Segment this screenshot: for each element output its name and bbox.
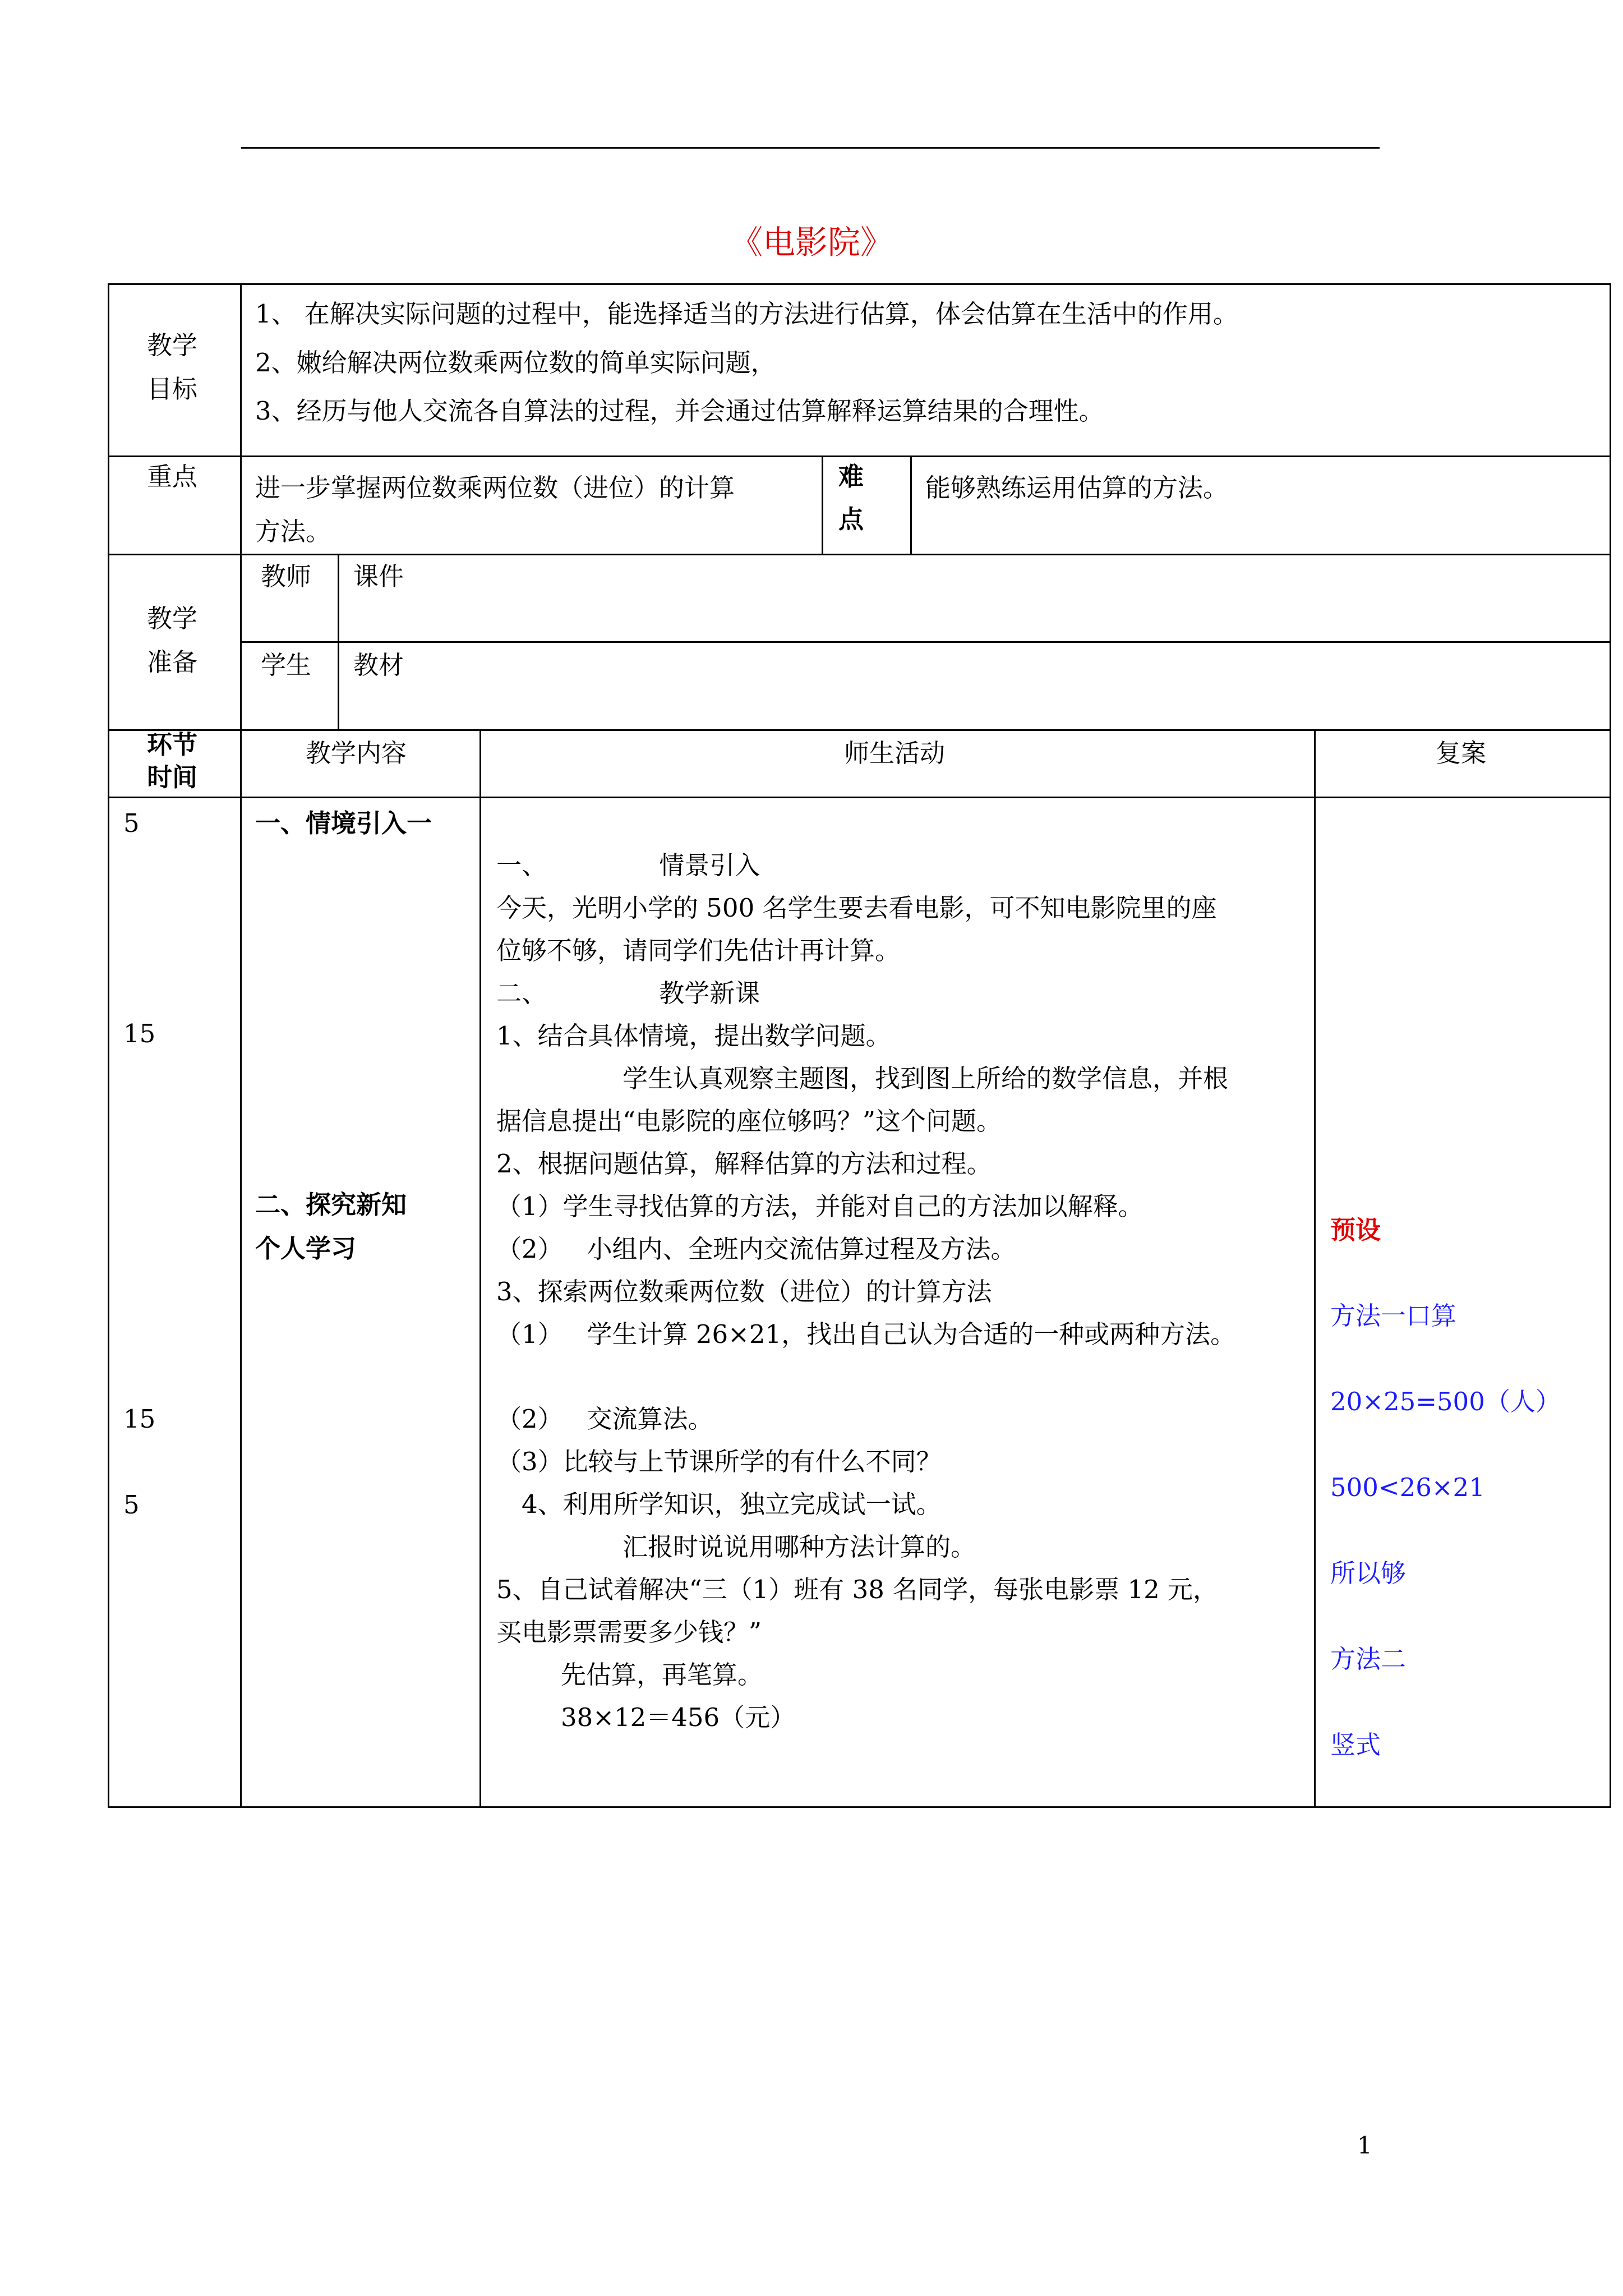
header-rule bbox=[241, 147, 1380, 149]
activity-line: 38×12＝456（元） bbox=[561, 1703, 796, 1732]
header-content: 教学内容 bbox=[306, 738, 407, 768]
col-divider bbox=[479, 729, 481, 1808]
activity-line: （2） 小组内、全班内交流估算过程及方法。 bbox=[496, 1234, 1016, 1264]
objective-item: 1、 在解决实际问题的过程中，能选择适当的方法进行估算，体会估算在生活中的作用。 bbox=[255, 299, 1238, 329]
row-divider bbox=[108, 554, 1611, 555]
activity-line: 位够不够，请同学们先估计再计算。 bbox=[496, 936, 901, 965]
objective-item: 2、嫩给解决两位数乘两位数的简单实际问题， bbox=[255, 348, 776, 378]
activity-line: （3）比较与上节课所学的有什么不同？ bbox=[496, 1447, 942, 1476]
header-review: 复案 bbox=[1436, 738, 1487, 768]
objectives-label: 目标 bbox=[147, 374, 198, 404]
key-text: 进一步掌握两位数乘两位数（进位）的计算 bbox=[255, 473, 735, 503]
prep-teacher-label: 教师 bbox=[261, 562, 312, 591]
header-stage: 时间 bbox=[147, 762, 198, 792]
header-activity: 师生活动 bbox=[844, 738, 946, 768]
activity-line: 今天，光明小学的 500 名学生要去看电影，可不知电影院里的座 bbox=[496, 893, 1217, 923]
time-cell: 5 bbox=[123, 1490, 140, 1520]
review-item: 所以够 bbox=[1330, 1558, 1407, 1588]
content-section-1: 一、情境引入一 bbox=[255, 808, 432, 838]
row-divider bbox=[108, 729, 1611, 731]
activity-line: 买电影票需要多少钱？” bbox=[496, 1617, 762, 1647]
activity-line: 2、根据问题估算，解释估算的方法和过程。 bbox=[496, 1149, 992, 1179]
col-divider bbox=[1314, 729, 1316, 1808]
review-item: 20×25=500（人） bbox=[1330, 1387, 1561, 1416]
table-top-border bbox=[108, 283, 1611, 285]
review-item: 竖式 bbox=[1330, 1730, 1381, 1760]
review-item: 500<26×21 bbox=[1330, 1473, 1485, 1502]
key-text: 方法。 bbox=[255, 517, 331, 546]
time-cell: 5 bbox=[123, 808, 140, 838]
table-left-border bbox=[108, 283, 109, 1808]
prep-student-label: 学生 bbox=[261, 650, 312, 680]
activity-line: 5、自己试着解决“三（1）班有 38 名同学，每张电影票 12 元， bbox=[496, 1575, 1219, 1604]
table-right-border bbox=[1610, 283, 1611, 1808]
row-divider bbox=[108, 797, 1611, 798]
review-preset: 预设 bbox=[1330, 1215, 1381, 1245]
content-section-2: 个人学习 bbox=[255, 1234, 357, 1263]
difficulty-label: 难 bbox=[838, 462, 864, 491]
prep-label: 准备 bbox=[147, 647, 198, 677]
table-bottom-border bbox=[108, 1806, 1611, 1808]
col-divider bbox=[822, 455, 823, 555]
prep-student-value: 教材 bbox=[353, 650, 404, 680]
col-divider bbox=[338, 554, 339, 731]
col-divider bbox=[240, 283, 242, 1808]
time-cell: 15 bbox=[123, 1019, 156, 1048]
time-cell: 15 bbox=[123, 1404, 156, 1434]
content-section-2: 二、探究新知 bbox=[255, 1190, 407, 1220]
difficulty-label: 点 bbox=[838, 504, 864, 534]
difficulty-text: 能够熟练运用估算的方法。 bbox=[925, 473, 1229, 503]
objective-item: 3、经历与他人交流各自算法的过程，并会通过估算解释运算结果的合理性。 bbox=[255, 396, 1104, 426]
activity-line: （1） 学生计算 26×21，找出自己认为合适的一种或两种方法。 bbox=[496, 1319, 1236, 1349]
activity-line: 一、 情景引入 bbox=[496, 850, 760, 880]
activity-line: 学生认真观察主题图，找到图上所给的数学信息，并根 bbox=[623, 1064, 1229, 1093]
activity-line: 1、结合具体情境，提出数学问题。 bbox=[496, 1021, 891, 1051]
activity-line: 二、 教学新课 bbox=[496, 978, 760, 1008]
activity-line: 先估算，再笔算。 bbox=[561, 1660, 763, 1690]
prep-teacher-value: 课件 bbox=[353, 562, 404, 591]
activity-line: 汇报时说说用哪种方法计算的。 bbox=[623, 1532, 976, 1562]
activity-line: （1）学生寻找估算的方法，并能对自己的方法加以解释。 bbox=[496, 1191, 1144, 1221]
page-title: 《电影院》 bbox=[730, 223, 893, 261]
activity-line: 4、利用所学知识，独立完成试一试。 bbox=[522, 1489, 942, 1519]
col-divider bbox=[910, 455, 912, 555]
activity-line: （2） 交流算法。 bbox=[496, 1404, 713, 1434]
objectives-label: 教学 bbox=[147, 330, 198, 360]
row-divider bbox=[241, 641, 1611, 643]
page-number: 1 bbox=[1357, 2132, 1372, 2159]
review-item: 方法二 bbox=[1330, 1644, 1407, 1674]
activity-line: 据信息提出“电影院的座位够吗？”这个问题。 bbox=[496, 1106, 1002, 1136]
key-label: 重点 bbox=[147, 462, 198, 491]
prep-label: 教学 bbox=[147, 604, 198, 633]
review-item: 方法一口算 bbox=[1330, 1301, 1457, 1331]
header-stage: 环节 bbox=[147, 730, 198, 760]
activity-line: 3、探索两位数乘两位数（进位）的计算方法 bbox=[496, 1277, 992, 1306]
